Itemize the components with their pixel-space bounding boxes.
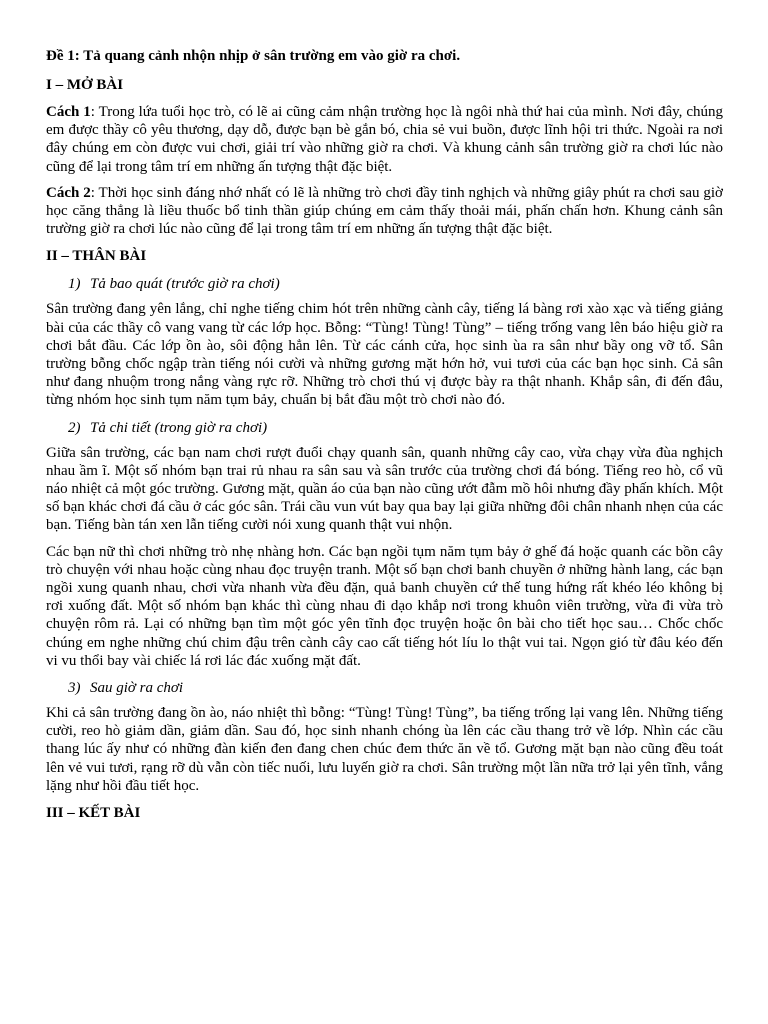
part-2-paragraph-b: Các bạn nữ thì chơi những trò nhẹ nhàng hơn. Các bạn ngồi tụm năm tụm bảy ở ghế đá hoặc quanh các bồn cây trò chuyện với nhau hoặc cùng nhau đọc truyện tranh. Một số bạn chơi banh chuyền ở những hành lang, các bạn ngồi xung quanh nhau, chơi vừa nhanh vừa đều đặn, quả banh chuyền cứ thế tung hứng rất khéo léo không bị rơi xuống đất. Một số nhóm bạn khác thì cùng nhau đi dạo khắp nơi trong khuôn viên trường, vừa đi vừa trò chuyện rôm rả. Lại có những bạn tìm một góc yên tĩnh đọc truyện hoặc ôn bài cho tiết học sau… Chốc chốc chúng em nghe những chú chim đậu trên cành cây cao cất tiếng hót líu lo thật vui tai. Ngọn gió từ đâu kéo đến vi vu thổi bay vài chiếc lá rơi lác đác xuống mặt đất. [46,543,723,669]
part-1-title: Tả bao quát (trước giờ ra chơi) [90,276,280,293]
document-title: Đề 1: Tả quang cảnh nhộn nhịp ở sân trường em vào giờ ra chơi. [46,48,461,64]
option-1-text: : Trong lứa tuổi học trò, có lẽ ai cũng cảm nhận trường học là ngôi nhà thứ hai của mình. Nơi đây, chúng em được thầy cô yêu thương, dạy dỗ, được bạn bè gắn bó, chia sẻ vui buồn, được lĩnh hội tri thức. Ngoài ra nơi đây chúng em còn được vui chơi, giải trí vào những giờ ra chơi. Và khung cảnh sân trường giờ ra chơi lúc nào cũng để lại trong tâm trí em những ấn tượng thật đặc biệt. [46,104,723,175]
subheading-part-1 [46,274,723,294]
part-2-number: 2) [68,419,81,436]
part-1-number: 1) [68,276,81,293]
option-2-text: : Thời học sinh đáng nhớ nhất có lẽ là những trò chơi đầy tinh nghịch và những giây phút ra chơi sau giờ học căng thẳng là liều thuốc bổ tinh thần giúp chúng em cảm thấy thoải mái, phấn chấn hơn. Khung cảnh sân trường giờ ra chơi lúc nào cũng để lại trong tâm trí em những ấn tượng thật đặc biệt. [46,184,723,238]
section-heading-conclusion: III – KẾT BÀI [46,805,141,822]
part-2-title: Tả chi tiết (trong giờ ra chơi) [90,419,268,436]
part-2-paragraph-a: Giữa sân trường, các bạn nam chơi rượt đuổi chạy quanh sân, quanh những cây cao, vừa chạy vừa đùa nghịch nhau ầm ĩ. Một số nhóm bạn trai rủ nhau ra sân sau và sân trước của trường chơi đá bóng. Tiếng reo hò, cổ vũ náo nhiệt cả một góc trường. Gương mặt, quần áo của bạn nào cũng ướt đẫm mồ hôi nhưng đầy phấn khích. Một số bạn khác chơi đá cầu ở các góc sân. Trái cầu vun vút bay qua bay lại giữa những đôi chân nhanh nhẹn của các bạn. Tiếng bàn tán xen lẫn tiếng cười nói xung quanh thật vui nhộn. [46,444,723,534]
part-3-paragraph: Khi cả sân trường đang ồn ào, náo nhiệt thì bỗng: “Tùng! Tùng! Tùng”, ba tiếng trống lại vang lên. Những tiếng cười, reo hò giảm dần, giảm dần. Sau đó, học sinh nhanh chóng ùa lên các cầu thang trở về lớp. Nhìn các cầu thang lúc ấy như có những đàn kiến đen đang chen chúc đem thức ăn về tổ. Gương mặt bạn nào cũng đều toát lên vẻ vui tươi, rạng rỡ dù vẫn còn tiếc nuối, lưu luyến giờ ra chơi. Sân trường một lần nữa trở lại yên tĩnh, vắng lặng như hồi đầu tiết học. [46,705,723,794]
section-heading-intro: I – MỞ BÀI [46,77,124,93]
option-2-label: Cách 2 [46,184,91,201]
option-1-label: Cách 1 [46,104,91,120]
part-3-title: Sau giờ ra chơi [90,680,184,697]
document-page [46,46,723,831]
part-3-number: 3) [68,680,81,697]
subheading-part-3 [46,678,723,698]
section-heading-body: II – THÂN BÀI [46,248,147,265]
subheading-part-2 [46,418,723,438]
intro-option-1 [46,103,723,176]
intro-option-2 [46,184,723,239]
part-1-paragraph: Sân trường đang yên lắng, chỉ nghe tiếng chim hót trên những cành cây, tiếng lá bàng rơi xào xạc và tiếng giảng bài của các thầy cô vang vang từ các lớp học. Bỗng: “Tùng! Tùng! Tùng” – tiếng trống vang lên báo hiệu giờ ra chơi bắt đầu. Các lớp ồn ào, sôi động hẳn lên. Từ các cánh cửa, học sinh ùa ra sân như bầy ong vỡ tổ. Sân trường bỗng chốc ngập tràn tiếng nói cười và những gương mặt hớn hở, vui tươi của các bạn học sinh. Cả sân như đang nhuộm trong nắng vàng rực rỡ. Những trò chơi thú vị được bày ra thật nhanh. Khắp sân, đi đến đâu, từng nhóm học sinh tụm năm tụm bảy, chuẩn bị bắt đầu một trò chơi nào đó. [46,301,723,409]
